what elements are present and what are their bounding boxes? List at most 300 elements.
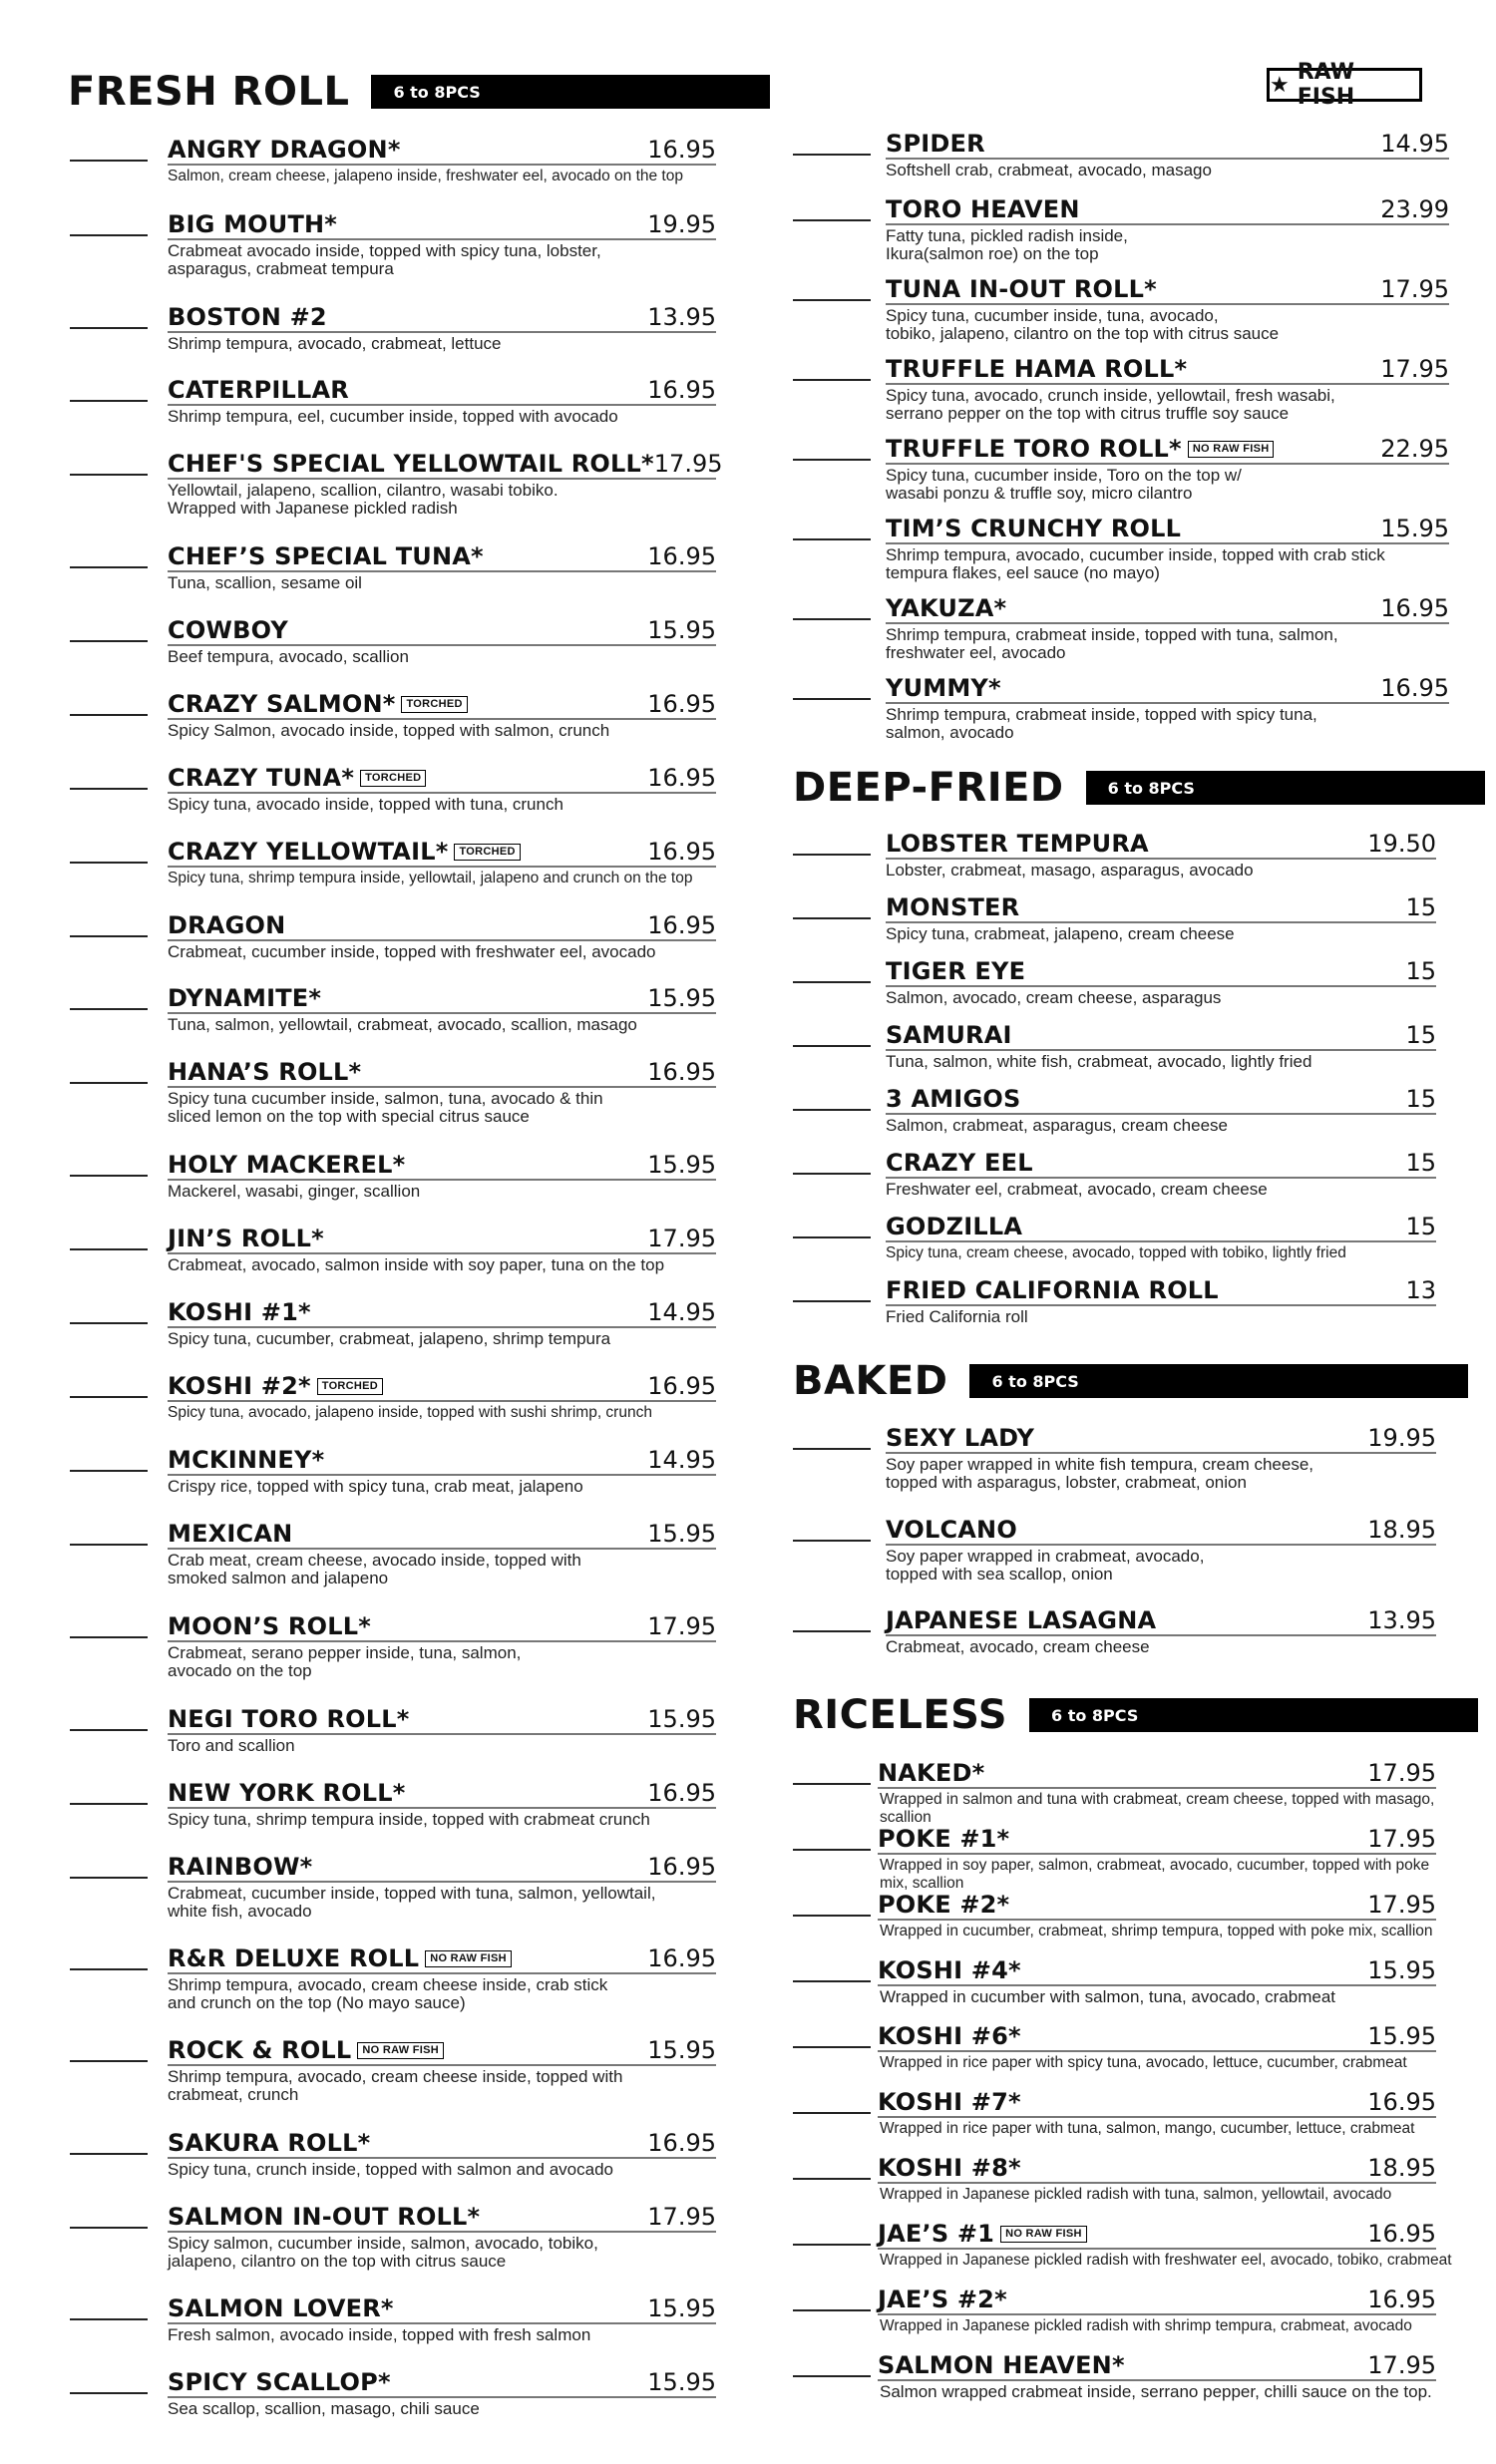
quantity-write-in-line	[793, 1448, 871, 1450]
baked-header	[793, 1358, 1468, 1404]
quantity-write-in-line	[70, 2153, 148, 2155]
menu-item-row	[168, 1221, 716, 1254]
menu-item-description: Shrimp tempura, avocado, cream cheese inside, crab stick and crunch on the top (No mayo sauce)	[168, 1975, 608, 2012]
menu-item-row	[168, 907, 716, 941]
menu-item-price: 13	[1405, 1276, 1436, 1304]
menu-item-description: Salmon wrapped crabmeat inside, serrano pepper, chilli sauce on the top.	[880, 2382, 1432, 2401]
menu-item-name-wrap	[168, 136, 401, 164]
deep-fried-header	[793, 765, 1485, 811]
menu-item-price: 16.95	[647, 1372, 716, 1400]
menu-item-name: DYNAMITE*	[168, 984, 322, 1012]
riceless-header	[793, 1692, 1478, 1738]
menu-item-name-wrap	[878, 2088, 1021, 2116]
menu-item-description: Wrapped in cucumber, crabmeat, shrimp tempura, topped with poke mix, scallion	[880, 1923, 1433, 1939]
menu-item-price: 17.95	[647, 1612, 716, 1640]
menu-item-row	[878, 1755, 1436, 1789]
menu-item-price: 19.50	[1367, 830, 1436, 858]
quantity-write-in-line	[793, 2178, 871, 2180]
menu-item-description: Spicy tuna, crabmeat, jalapeno, cream cheese	[886, 924, 1235, 943]
quantity-write-in-line	[70, 400, 148, 402]
quantity-write-in-line	[70, 1396, 148, 1398]
menu-item-row	[886, 511, 1449, 544]
menu-item-name: KOSHI #2*	[168, 1372, 311, 1400]
menu-item-description: Crabmeat, avocado, cream cheese	[886, 1637, 1150, 1656]
menu-item-name: RAINBOW*	[168, 1853, 313, 1881]
quantity-write-in-line	[793, 299, 871, 301]
menu-item-name-wrap	[886, 1276, 1219, 1304]
menu-item-description: Shrimp tempura, crabmeat inside, topped with tuna, salmon, freshwater eel, avocado	[886, 625, 1338, 662]
menu-item-name-wrap	[168, 210, 337, 238]
menu-item-name: SALMON LOVER*	[168, 2294, 394, 2322]
quantity-write-in-line	[70, 566, 148, 568]
menu-item-name-wrap	[886, 1606, 1156, 1634]
menu-item-name: CRAZY SALMON*	[168, 690, 396, 718]
quantity-write-in-line	[793, 379, 871, 381]
quantity-write-in-line	[793, 2112, 871, 2114]
menu-item-row	[168, 2125, 716, 2159]
menu-item-name-wrap	[168, 450, 654, 478]
menu-item-row	[878, 2084, 1436, 2118]
quantity-write-in-line	[793, 2309, 871, 2311]
menu-item-name: SALMON HEAVEN*	[878, 2351, 1125, 2379]
menu-item-description: Tuna, salmon, white fish, crabmeat, avocado, lightly fried	[886, 1052, 1312, 1071]
menu-item-price: 15	[1405, 957, 1436, 985]
menu-item-row	[168, 2199, 716, 2233]
menu-item-row	[878, 2347, 1436, 2381]
menu-item-description: Yellowtail, jalapeno, scallion, cilantro, wasabi tobiko. Wrapped with Japanese pickled radish	[168, 481, 559, 518]
menu-item-row	[168, 2032, 716, 2066]
menu-item-name-wrap	[168, 1779, 406, 1807]
menu-item-row	[168, 834, 716, 868]
menu-item-name-wrap	[886, 1424, 1034, 1452]
menu-item-row	[168, 1054, 716, 1088]
quantity-write-in-line	[70, 2060, 148, 2062]
quantity-write-in-line	[70, 2227, 148, 2229]
quantity-write-in-line	[70, 935, 148, 937]
menu-item-row	[168, 372, 716, 406]
menu-item-row	[168, 1775, 716, 1809]
menu-item-name-wrap	[878, 1891, 1009, 1919]
quantity-write-in-line	[793, 698, 871, 700]
menu-item-row	[168, 1294, 716, 1328]
quantity-write-in-line	[793, 2375, 871, 2377]
menu-item-price: 17.95	[1367, 1891, 1436, 1919]
menu-item-name-wrap	[168, 2368, 391, 2396]
menu-item-name-wrap	[168, 542, 484, 570]
menu-item-description: Soy paper wrapped in crabmeat, avocado, topped with sea scallop, onion	[886, 1547, 1205, 1584]
menu-item-price: 16.95	[1367, 2220, 1436, 2248]
menu-item-price: 15.95	[647, 984, 716, 1012]
menu-item-name: TIGER EYE	[886, 957, 1026, 985]
menu-item-row	[168, 686, 716, 720]
quantity-write-in-line	[70, 1877, 148, 1879]
menu-item-row	[168, 206, 716, 240]
section-title: FRESH ROLL	[68, 69, 350, 115]
menu-item-description: Spicy tuna, cucumber, crabmeat, jalapeno, shrimp tempura	[168, 1329, 611, 1348]
menu-item-description: Spicy tuna, cream cheese, avocado, topped with tobiko, lightly fried	[886, 1244, 1346, 1261]
menu-item-name-wrap	[886, 594, 1006, 622]
menu-item-price: 16.95	[647, 2129, 716, 2157]
menu-item-description: Wrapped in cucumber with salmon, tuna, avocado, crabmeat	[880, 1987, 1336, 2006]
menu-item-name: VOLCANO	[886, 1516, 1017, 1544]
quantity-write-in-line	[70, 1636, 148, 1638]
menu-item-name-wrap	[168, 1058, 361, 1086]
menu-item-description: Beef tempura, avocado, scallion	[168, 647, 409, 666]
menu-item-description: Softshell crab, crabmeat, avocado, masago	[886, 161, 1212, 179]
menu-item-description: Crabmeat, cucumber inside, topped with tuna, salmon, yellowtail, white fish, avocado	[168, 1884, 656, 1921]
quantity-write-in-line	[793, 1980, 871, 1982]
menu-item-row	[168, 1849, 716, 1883]
menu-item-name: SAMURAI	[886, 1021, 1012, 1049]
quantity-write-in-line	[793, 459, 871, 461]
menu-item-name: NEW YORK ROLL*	[168, 1779, 406, 1807]
menu-item-name: KOSHI #6*	[878, 2022, 1021, 2050]
quantity-write-in-line	[70, 2318, 148, 2320]
quantity-write-in-line	[793, 2046, 871, 2048]
menu-item-name: TRUFFLE HAMA ROLL*	[886, 355, 1188, 383]
menu-item-row	[168, 1442, 716, 1476]
menu-item-description: Spicy tuna, avocado, jalapeno inside, topped with sushi shrimp, crunch	[168, 1404, 652, 1421]
menu-item-name: NAKED*	[878, 1759, 985, 1787]
menu-item-description: Shrimp tempura, crabmeat inside, topped with spicy tuna, salmon, avocado	[886, 705, 1317, 742]
menu-item-row	[168, 1516, 716, 1550]
menu-item-row	[886, 590, 1449, 624]
menu-item-description: Spicy tuna, shrimp tempura inside, yellowtail, jalapeno and crunch on the top	[168, 870, 693, 886]
menu-item-description: Spicy salmon, cucumber inside, salmon, avocado, tobiko, jalapeno, cilantro on the top with citrus sauce	[168, 2234, 598, 2271]
menu-item-description: Crispy rice, topped with spicy tuna, crab meat, jalapeno	[168, 1477, 583, 1496]
menu-item-name: SALMON IN-OUT ROLL*	[168, 2203, 481, 2231]
menu-item-price: 15.95	[647, 1151, 716, 1179]
quantity-write-in-line	[793, 219, 871, 221]
menu-item-description: Fresh salmon, avocado inside, topped with fresh salmon	[168, 2325, 591, 2344]
menu-item-description: Wrapped in salmon and tuna with crabmeat, cream cheese, topped with masago, scallion	[880, 1791, 1435, 1826]
menu-item-description: Wrapped in Japanese pickled radish with freshwater eel, avocado, tobiko, crabmeat	[880, 2252, 1452, 2269]
menu-item-name-wrap	[168, 911, 285, 939]
menu-item-row	[886, 1145, 1436, 1179]
menu-item-description: Freshwater eel, crabmeat, avocado, cream cheese	[886, 1180, 1268, 1199]
menu-item-price: 16.95	[647, 1944, 716, 1972]
menu-item-name: TIM’S CRUNCHY ROLL	[886, 515, 1182, 542]
menu-item-name-wrap	[168, 1944, 512, 1972]
menu-item-name: CRAZY EEL	[886, 1149, 1033, 1177]
menu-item-description: Tuna, salmon, yellowtail, crabmeat, avocado, scallion, masago	[168, 1015, 637, 1034]
menu-item-description: Spicy tuna, cucumber inside, Toro on the top w/ wasabi ponzu & truffle soy, micro cilantro	[886, 466, 1242, 503]
menu-item-name-wrap	[168, 1705, 410, 1733]
menu-item-price: 16.95	[647, 1779, 716, 1807]
menu-item-name: JAE’S #1	[878, 2220, 995, 2248]
menu-item-name: CATERPILLAR	[168, 376, 349, 404]
menu-item-description: Wrapped in rice paper with tuna, salmon, mango, cucumber, lettuce, crabmeat	[880, 2120, 1415, 2137]
menu-item-row	[886, 191, 1449, 225]
quantity-write-in-line	[793, 1173, 871, 1175]
menu-item-price: 17.95	[1367, 1759, 1436, 1787]
menu-item-description: Salmon, crabmeat, asparagus, cream cheese	[886, 1116, 1229, 1135]
menu-item-price: 17.95	[653, 450, 723, 478]
menu-item-name-wrap	[886, 275, 1157, 303]
menu-item-name-wrap	[168, 690, 468, 718]
menu-item-row	[886, 953, 1436, 987]
menu-item-name-wrap	[168, 1612, 371, 1640]
menu-item-name: CHEF’S SPECIAL TUNA*	[168, 542, 484, 570]
menu-item-name: MEXICAN	[168, 1520, 293, 1548]
menu-item-row	[168, 1147, 716, 1181]
menu-item-row	[886, 1081, 1436, 1115]
menu-item-name-wrap	[168, 303, 327, 331]
menu-item-description: Wrapped in rice paper with spicy tuna, avocado, lettuce, cucumber, crabmeat	[880, 2054, 1407, 2071]
menu-item-price: 15	[1405, 1021, 1436, 1049]
menu-item-name: R&R DELUXE ROLL	[168, 1944, 420, 1972]
quantity-write-in-line	[70, 788, 148, 790]
quantity-write-in-line	[793, 854, 871, 856]
menu-item-row	[878, 1887, 1436, 1921]
quantity-write-in-line	[70, 640, 148, 642]
menu-item-name-wrap	[168, 616, 288, 644]
menu-item-name: 3 AMIGOS	[886, 1085, 1021, 1113]
quantity-write-in-line	[70, 1082, 148, 1084]
menu-item-row	[168, 980, 716, 1014]
quantity-write-in-line	[793, 1915, 871, 1917]
menu-item-price: 15.95	[647, 616, 716, 644]
section-title: RICELESS	[793, 1692, 1007, 1738]
menu-item-price: 16.95	[647, 542, 716, 570]
quantity-write-in-line	[793, 981, 871, 983]
menu-item-description: Shrimp tempura, eel, cucumber inside, topped with avocado	[168, 407, 618, 426]
menu-item-row	[168, 2290, 716, 2324]
menu-item-name-wrap	[886, 957, 1025, 985]
menu-item-description: Wrapped in soy paper, salmon, crabmeat, avocado, cucumber, topped with poke mix, scallion	[880, 1857, 1430, 1892]
quantity-write-in-line	[793, 1109, 871, 1111]
quantity-write-in-line	[70, 234, 148, 236]
menu-item-name: DRAGON	[168, 911, 286, 939]
raw-fish-legend	[1267, 60, 1422, 110]
menu-item-price: 16.95	[647, 764, 716, 792]
menu-item-name: JAE’S #2*	[878, 2286, 1007, 2313]
section-title: BAKED	[793, 1358, 948, 1404]
menu-item-name: CRAZY YELLOWTAIL*	[168, 838, 449, 866]
menu-item-description: Spicy tuna, crunch inside, topped with salmon and avocado	[168, 2160, 613, 2179]
menu-item-row	[168, 1368, 716, 1402]
menu-item-description: Salmon, cream cheese, jalapeno inside, freshwater eel, avocado on the top	[168, 168, 683, 184]
menu-item-name-wrap	[878, 2286, 1007, 2313]
menu-item-price: 17.95	[647, 2203, 716, 2231]
menu-item-name: TRUFFLE TORO ROLL*	[886, 435, 1182, 463]
menu-item-name-wrap	[168, 1446, 324, 1474]
menu-item-name-wrap	[878, 2022, 1021, 2050]
menu-item-price: 16.95	[1367, 2088, 1436, 2116]
menu-item-description: Spicy tuna cucumber inside, salmon, tuna, avocado & thin sliced lemon on the top with special citrus sauce	[168, 1089, 603, 1126]
menu-item-name: TUNA IN-OUT ROLL*	[886, 275, 1157, 303]
menu-item-name-wrap	[168, 2294, 394, 2322]
quantity-write-in-line	[70, 1968, 148, 1970]
menu-item-description: Sea scallop, scallion, masago, chili sauce	[168, 2399, 480, 2418]
menu-item-row	[886, 1512, 1436, 1546]
quantity-write-in-line	[793, 2244, 871, 2246]
menu-item-price: 15.95	[647, 1520, 716, 1548]
menu-item-row	[878, 2150, 1436, 2184]
menu-item-row	[168, 1608, 716, 1642]
menu-item-name: SPIDER	[886, 130, 985, 158]
menu-item-tag: NO RAW FISH	[1000, 2226, 1087, 2243]
menu-item-row	[168, 612, 716, 646]
menu-item-name-wrap	[168, 1853, 312, 1881]
menu-item-name: FRIED CALIFORNIA ROLL	[886, 1276, 1219, 1304]
menu-item-name: BIG MOUTH*	[168, 210, 338, 238]
menu-item-description: Toro and scallion	[168, 1736, 295, 1755]
menu-item-price: 16.95	[647, 136, 716, 164]
menu-item-price: 17.95	[1367, 1825, 1436, 1853]
quantity-write-in-line	[70, 2392, 148, 2394]
menu-item-description: Fried California roll	[886, 1307, 1028, 1326]
menu-item-name-wrap	[886, 130, 985, 158]
menu-item-name-wrap	[886, 1213, 1022, 1240]
quantity-write-in-line	[793, 1783, 871, 1785]
menu-item-name: POKE #2*	[878, 1891, 1010, 1919]
menu-item-price: 16.95	[647, 690, 716, 718]
menu-item-price: 19.95	[1367, 1424, 1436, 1452]
menu-item-name: YAKUZA*	[886, 594, 1007, 622]
menu-item-row	[886, 826, 1436, 860]
menu-item-price: 17.95	[1380, 355, 1449, 383]
menu-item-name: LOBSTER TEMPURA	[886, 830, 1149, 858]
menu-item-price: 15.95	[647, 2036, 716, 2064]
menu-item-price: 15	[1405, 1213, 1436, 1240]
menu-item-name-wrap	[886, 1085, 1020, 1113]
fresh-roll-header	[68, 69, 770, 115]
menu-item-name: SEXY LADY	[886, 1424, 1035, 1452]
menu-item-description: Wrapped in Japanese pickled radish with shrimp tempura, crabmeat, avocado	[880, 2317, 1412, 2334]
menu-item-description: Spicy tuna, cucumber inside, tuna, avocado, tobiko, jalapeno, cilantro on the top with citrus sauce	[886, 306, 1280, 343]
menu-item-row	[886, 670, 1449, 704]
menu-item-name: POKE #1*	[878, 1825, 1010, 1853]
menu-item-row	[168, 538, 716, 572]
menu-item-row	[886, 126, 1449, 160]
quantity-write-in-line	[70, 1803, 148, 1805]
quantity-write-in-line	[793, 154, 871, 156]
menu-item-price: 15	[1405, 893, 1436, 921]
quantity-write-in-line	[793, 1540, 871, 1542]
menu-item-description: Spicy tuna, avocado inside, topped with tuna, crunch	[168, 795, 563, 814]
menu-item-row	[886, 431, 1449, 465]
quantity-write-in-line	[793, 1630, 871, 1632]
menu-item-tag: TORCHED	[454, 844, 520, 861]
quantity-write-in-line	[793, 1045, 871, 1047]
menu-item-name: GODZILLA	[886, 1213, 1023, 1240]
menu-item-row	[886, 351, 1449, 385]
quantity-write-in-line	[70, 714, 148, 716]
menu-item-price: 17.95	[647, 1225, 716, 1252]
menu-item-price: 13.95	[1367, 1606, 1436, 1634]
quantity-write-in-line	[70, 1175, 148, 1177]
menu-item-name: HOLY MACKEREL*	[168, 1151, 406, 1179]
menu-item-row	[878, 2282, 1436, 2315]
menu-item-name: JIN’S ROLL*	[168, 1225, 324, 1252]
menu-item-description: Lobster, crabmeat, masago, asparagus, avocado	[886, 861, 1254, 880]
quantity-write-in-line	[70, 160, 148, 162]
menu-item-name-wrap	[886, 674, 1001, 702]
menu-item-row	[886, 271, 1449, 305]
menu-item-description: Shrimp tempura, avocado, cucumber inside, topped with crab stick tempura flakes, eel sauce (no mayo)	[886, 545, 1385, 582]
menu-item-price: 18.95	[1367, 2154, 1436, 2182]
menu-item-price: 15.95	[647, 2294, 716, 2322]
menu-item-description: Crabmeat, serano pepper inside, tuna, salmon, avocado on the top	[168, 1643, 522, 1680]
menu-item-price: 14.95	[647, 1298, 716, 1326]
menu-item-name-wrap	[886, 830, 1149, 858]
menu-item-name-wrap	[168, 2036, 444, 2064]
section-title: DEEP-FRIED	[793, 765, 1064, 811]
menu-item-name: KOSHI #7*	[878, 2088, 1021, 2116]
menu-item-price: 22.95	[1380, 435, 1449, 463]
menu-item-name: ROCK & ROLL	[168, 2036, 352, 2064]
menu-item-name-wrap	[878, 2154, 1021, 2182]
menu-item-row	[168, 446, 723, 480]
menu-item-name-wrap	[878, 1956, 1021, 1984]
menu-item-price: 19.95	[647, 210, 716, 238]
menu-item-price: 16.95	[1367, 2286, 1436, 2313]
menu-item-name: MONSTER	[886, 893, 1020, 921]
menu-item-name-wrap	[878, 1759, 984, 1787]
quantity-write-in-line	[793, 1849, 871, 1851]
menu-item-name: HANA’S ROLL*	[168, 1058, 362, 1086]
menu-item-name-wrap	[886, 355, 1187, 383]
menu-item-price: 14.95	[647, 1446, 716, 1474]
quantity-write-in-line	[70, 1248, 148, 1250]
menu-item-description: Spicy tuna, shrimp tempura inside, topped with crabmeat crunch	[168, 1810, 650, 1829]
menu-item-price: 15.95	[647, 1705, 716, 1733]
menu-item-row	[168, 1701, 716, 1735]
menu-item-name-wrap	[168, 984, 321, 1012]
menu-item-name: KOSHI #4*	[878, 1956, 1021, 1984]
menu-item-name-wrap	[168, 1225, 324, 1252]
menu-item-name: CRAZY TUNA*	[168, 764, 355, 792]
menu-item-description: Salmon, avocado, cream cheese, asparagus	[886, 988, 1222, 1007]
menu-item-name: BOSTON #2	[168, 303, 327, 331]
menu-item-name-wrap	[168, 2129, 370, 2157]
menu-item-name: SAKURA ROLL*	[168, 2129, 371, 2157]
menu-item-price: 15.95	[1367, 1956, 1436, 1984]
menu-item-price: 16.95	[647, 1853, 716, 1881]
menu-item-row	[886, 1420, 1436, 1454]
menu-item-price: 15.95	[1380, 515, 1449, 542]
menu-item-name: NEGI TORO ROLL*	[168, 1705, 410, 1733]
menu-item-price: 23.99	[1380, 195, 1449, 223]
menu-item-tag: NO RAW FISH	[425, 1950, 512, 1967]
menu-item-description: Spicy tuna, avocado, crunch inside, yellowtail, fresh wasabi, serrano pepper on the top with citrus truffle soy sauce	[886, 386, 1335, 423]
menu-item-description: Wrapped in Japanese pickled radish with tuna, salmon, yellowtail, avocado	[880, 2186, 1392, 2203]
menu-item-price: 16.95	[1380, 674, 1449, 702]
menu-item-name: KOSHI #8*	[878, 2154, 1021, 2182]
menu-item-row	[168, 1940, 716, 1974]
menu-item-name: MOON’S ROLL*	[168, 1612, 371, 1640]
menu-item-name: ANGRY DRAGON*	[168, 136, 401, 164]
menu-item-row	[878, 1952, 1436, 1986]
menu-item-row	[886, 1272, 1436, 1306]
menu-item-description: Tuna, scallion, sesame oil	[168, 573, 362, 592]
quantity-write-in-line	[70, 1470, 148, 1472]
menu-item-name-wrap	[886, 893, 1019, 921]
quantity-write-in-line	[70, 474, 148, 476]
menu-item-name-wrap	[168, 764, 426, 792]
menu-item-price: 15.95	[1367, 2022, 1436, 2050]
menu-item-row	[886, 1209, 1436, 1242]
menu-item-name-wrap	[878, 2351, 1125, 2379]
menu-item-description: Soy paper wrapped in white fish tempura, cream cheese, topped with asparagus, lobster, crabmeat, onion	[886, 1455, 1314, 1492]
menu-item-price: 15.95	[647, 2368, 716, 2396]
menu-item-description: Crab meat, cream cheese, avocado inside, topped with smoked salmon and jalapeno	[168, 1551, 581, 1587]
menu-item-row	[168, 760, 716, 794]
menu-item-name-wrap	[886, 1149, 1033, 1177]
menu-item-description: Crabmeat, avocado, salmon inside with soy paper, tuna on the top	[168, 1255, 665, 1274]
menu-item-price: 17.95	[1380, 275, 1449, 303]
